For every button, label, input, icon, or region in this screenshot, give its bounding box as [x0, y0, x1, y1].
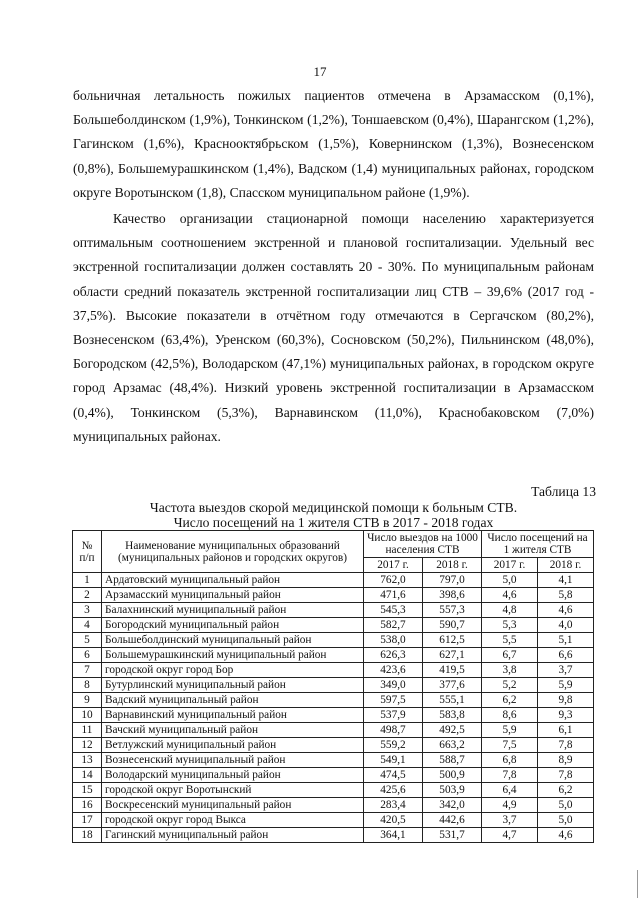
visits-per-1000-2017: 762,0 [364, 573, 423, 588]
visits-per-resident-2017: 7,5 [482, 738, 538, 753]
visits-per-resident-2018: 4,0 [538, 618, 594, 633]
row-number: 13 [73, 753, 102, 768]
municipality-name: городской округ Воротынский [102, 783, 364, 798]
table-row [73, 813, 594, 828]
table-body [73, 573, 594, 843]
visits-per-resident-2018: 3,7 [538, 663, 594, 678]
visits-per-resident-2018: 7,8 [538, 738, 594, 753]
visits-per-resident-2017: 7,8 [482, 768, 538, 783]
visits-per-1000-2018: 503,9 [423, 783, 482, 798]
visits-per-1000-2018: 531,7 [423, 828, 482, 843]
visits-per-1000-2018: 627,1 [423, 648, 482, 663]
visits-per-1000-2017: 537,9 [364, 708, 423, 723]
municipality-name: Володарский муниципальный район [102, 768, 364, 783]
header-visits-per-resident: Число посещений на 1 жителя СТВ [482, 531, 594, 558]
table-row [73, 678, 594, 693]
visits-per-resident-2017: 5,0 [482, 573, 538, 588]
visits-per-1000-2018: 555,1 [423, 693, 482, 708]
visits-per-1000-2017: 471,6 [364, 588, 423, 603]
visits-per-1000-2017: 423,6 [364, 663, 423, 678]
visits-per-1000-2017: 549,1 [364, 753, 423, 768]
visits-per-1000-2017: 597,5 [364, 693, 423, 708]
visits-per-1000-2017: 349,0 [364, 678, 423, 693]
visits-per-resident-2018: 5,0 [538, 813, 594, 828]
visits-per-resident-2017: 6,2 [482, 693, 538, 708]
header-visits-per-1000: Число выездов на 1000 населения СТВ [364, 531, 482, 558]
visits-per-resident-2018: 5,0 [538, 798, 594, 813]
table-row [73, 798, 594, 813]
row-number: 16 [73, 798, 102, 813]
visits-per-resident-2017: 6,8 [482, 753, 538, 768]
visits-per-1000-2018: 442,6 [423, 813, 482, 828]
data-table [72, 530, 594, 843]
paragraph-1: больничная летальность пожилых пациентов отмечена в Арзамасском (0,1%), Большеболдинском (1,9%), Тонкинском (1,2%), Тоншаевском (0,4%), Шарангском (1,2%), Гагинском (1,6%), Краснооктябрьском (1,5%), Ковернинском (1,3%), Вознесенском (0,8%), Большемурашкинском (1,4%), Вадском (1,4) муниципальных районах, городском округе Воротынском (1,8), Спасском муниципальном районе (1,9%). [73, 88, 594, 200]
visits-per-resident-2017: 4,9 [482, 798, 538, 813]
visits-per-resident-2018: 7,8 [538, 768, 594, 783]
visits-per-resident-2017: 3,7 [482, 813, 538, 828]
visits-per-1000-2018: 557,3 [423, 603, 482, 618]
visits-per-resident-2017: 6,7 [482, 648, 538, 663]
table-title-line-1: Частота выездов скорой медицинской помощи к больным СТВ. [149, 500, 518, 515]
visits-per-1000-2018: 377,6 [423, 678, 482, 693]
municipality-name: Большеболдинский муниципальный район [102, 633, 364, 648]
visits-per-1000-2018: 612,5 [423, 633, 482, 648]
visits-per-1000-2018: 500,9 [423, 768, 482, 783]
visits-per-resident-2018: 8,9 [538, 753, 594, 768]
visits-per-resident-2017: 4,8 [482, 603, 538, 618]
scan-edge-mark [637, 870, 638, 898]
header-year-2017: 2017 г. [364, 558, 423, 573]
page-number: 17 [313, 64, 327, 79]
visits-per-1000-2017: 582,7 [364, 618, 423, 633]
municipality-name: Вознесенский муниципальный район [102, 753, 364, 768]
municipality-name: Ветлужский муниципальный район [102, 738, 364, 753]
table-row [73, 663, 594, 678]
visits-per-1000-2017: 626,3 [364, 648, 423, 663]
row-number: 5 [73, 633, 102, 648]
table-row [73, 708, 594, 723]
table-row [73, 618, 594, 633]
visits-per-resident-2018: 5,1 [538, 633, 594, 648]
visits-per-resident-2017: 4,7 [482, 828, 538, 843]
row-number: 1 [73, 573, 102, 588]
visits-per-1000-2017: 538,0 [364, 633, 423, 648]
row-number: 6 [73, 648, 102, 663]
municipality-name: Ардатовский муниципальный район [102, 573, 364, 588]
visits-per-resident-2018: 5,8 [538, 588, 594, 603]
municipality-name: Богородский муниципальный район [102, 618, 364, 633]
visits-per-1000-2017: 559,2 [364, 738, 423, 753]
row-number: 11 [73, 723, 102, 738]
row-number: 7 [73, 663, 102, 678]
body-text [73, 84, 594, 449]
visits-per-resident-2018: 6,1 [538, 723, 594, 738]
header-year-2018: 2018 г. [423, 558, 482, 573]
visits-per-resident-2018: 4,1 [538, 573, 594, 588]
municipality-name: Балахнинский муниципальный район [102, 603, 364, 618]
table-title-line-2: Число посещений на 1 жителя СТВ в 2017 - 2018 годах [173, 515, 494, 530]
table-row [73, 603, 594, 618]
visits-per-resident-2017: 6,4 [482, 783, 538, 798]
table-row [73, 828, 594, 843]
visits-per-resident-2018: 6,2 [538, 783, 594, 798]
municipality-name: Вачский муниципальный район [102, 723, 364, 738]
visits-per-1000-2018: 797,0 [423, 573, 482, 588]
row-number: 12 [73, 738, 102, 753]
visits-per-resident-2018: 4,6 [538, 603, 594, 618]
paragraph-2: Качество организации стационарной помощи населению характеризуется оптимальным соотношением экстренной и плановой госпитализации. Удельный вес экстренной госпитализации должен составлять 20 - 30%. По муниципальным районам области средний показатель экстренной госпитализации лиц СТВ – 39,6% (2017 год - 37,5%). Высокие показатели в отчётном году отмечаются в Сергачском (80,2%), Вознесенском (63,4%), Уренском (60,3%), Сосновском (50,2%), Пильнинском (48,0%), Богородском (42,5%), Володарском (47,1%) муниципальных районах, в городском округе город Арзамас (48,4%). Низкий уровень экстренной госпитализации в Арзамасском (0,4%), Тонкинском (5,3%), Варнавинском (11,0%), Краснобаковском (7,0%) муниципальных районах. [73, 211, 594, 444]
municipality-name: Бутурлинский муниципальный район [102, 678, 364, 693]
visits-per-resident-2017: 5,3 [482, 618, 538, 633]
visits-per-resident-2018: 6,6 [538, 648, 594, 663]
table-row [73, 753, 594, 768]
table-row [73, 738, 594, 753]
table-row [73, 648, 594, 663]
visits-per-resident-2017: 5,2 [482, 678, 538, 693]
table-row [73, 588, 594, 603]
municipality-name: Вадский муниципальный район [102, 693, 364, 708]
table-row [73, 573, 594, 588]
visits-per-1000-2018: 342,0 [423, 798, 482, 813]
municipality-name: Варнавинский муниципальный район [102, 708, 364, 723]
visits-per-resident-2018: 9,3 [538, 708, 594, 723]
table-row [73, 768, 594, 783]
row-number: 17 [73, 813, 102, 828]
visits-per-1000-2018: 590,7 [423, 618, 482, 633]
header-name: Наименование муниципальных образований (муниципальных районов и городских округов) [102, 531, 364, 573]
header-year-2018: 2018 г. [538, 558, 594, 573]
visits-per-resident-2017: 8,6 [482, 708, 538, 723]
visits-per-1000-2018: 398,6 [423, 588, 482, 603]
visits-per-1000-2017: 425,6 [364, 783, 423, 798]
visits-per-1000-2017: 283,4 [364, 798, 423, 813]
visits-per-1000-2018: 419,5 [423, 663, 482, 678]
visits-per-resident-2017: 3,8 [482, 663, 538, 678]
visits-per-1000-2017: 498,7 [364, 723, 423, 738]
visits-per-1000-2018: 663,2 [423, 738, 482, 753]
table-label: Таблица 13 [531, 484, 596, 499]
table-row [73, 783, 594, 798]
visits-per-resident-2017: 5,5 [482, 633, 538, 648]
visits-per-1000-2018: 492,5 [423, 723, 482, 738]
visits-per-resident-2017: 4,6 [482, 588, 538, 603]
row-number: 10 [73, 708, 102, 723]
header-num: № п/п [73, 531, 102, 573]
row-number: 3 [73, 603, 102, 618]
row-number: 2 [73, 588, 102, 603]
municipality-name: Гагинский муниципальный район [102, 828, 364, 843]
row-number: 9 [73, 693, 102, 708]
row-number: 4 [73, 618, 102, 633]
row-number: 18 [73, 828, 102, 843]
visits-per-1000-2017: 474,5 [364, 768, 423, 783]
visits-per-resident-2017: 5,9 [482, 723, 538, 738]
visits-per-1000-2017: 364,1 [364, 828, 423, 843]
header-year-2017: 2017 г. [482, 558, 538, 573]
table-row [73, 723, 594, 738]
visits-per-resident-2018: 4,6 [538, 828, 594, 843]
municipality-name: Арзамасский муниципальный район [102, 588, 364, 603]
visits-per-1000-2018: 583,8 [423, 708, 482, 723]
table-title [73, 500, 594, 530]
row-number: 15 [73, 783, 102, 798]
row-number: 8 [73, 678, 102, 693]
visits-per-1000-2017: 545,3 [364, 603, 423, 618]
table-row [73, 633, 594, 648]
municipality-name: городской округ город Бор [102, 663, 364, 678]
visits-per-resident-2018: 9,8 [538, 693, 594, 708]
visits-per-1000-2018: 588,7 [423, 753, 482, 768]
municipality-name: Большемурашкинский муниципальный район [102, 648, 364, 663]
visits-per-resident-2018: 5,9 [538, 678, 594, 693]
visits-per-1000-2017: 420,5 [364, 813, 423, 828]
row-number: 14 [73, 768, 102, 783]
table-row [73, 693, 594, 708]
municipality-name: городской округ город Выкса [102, 813, 364, 828]
municipality-name: Воскресенский муниципальный район [102, 798, 364, 813]
